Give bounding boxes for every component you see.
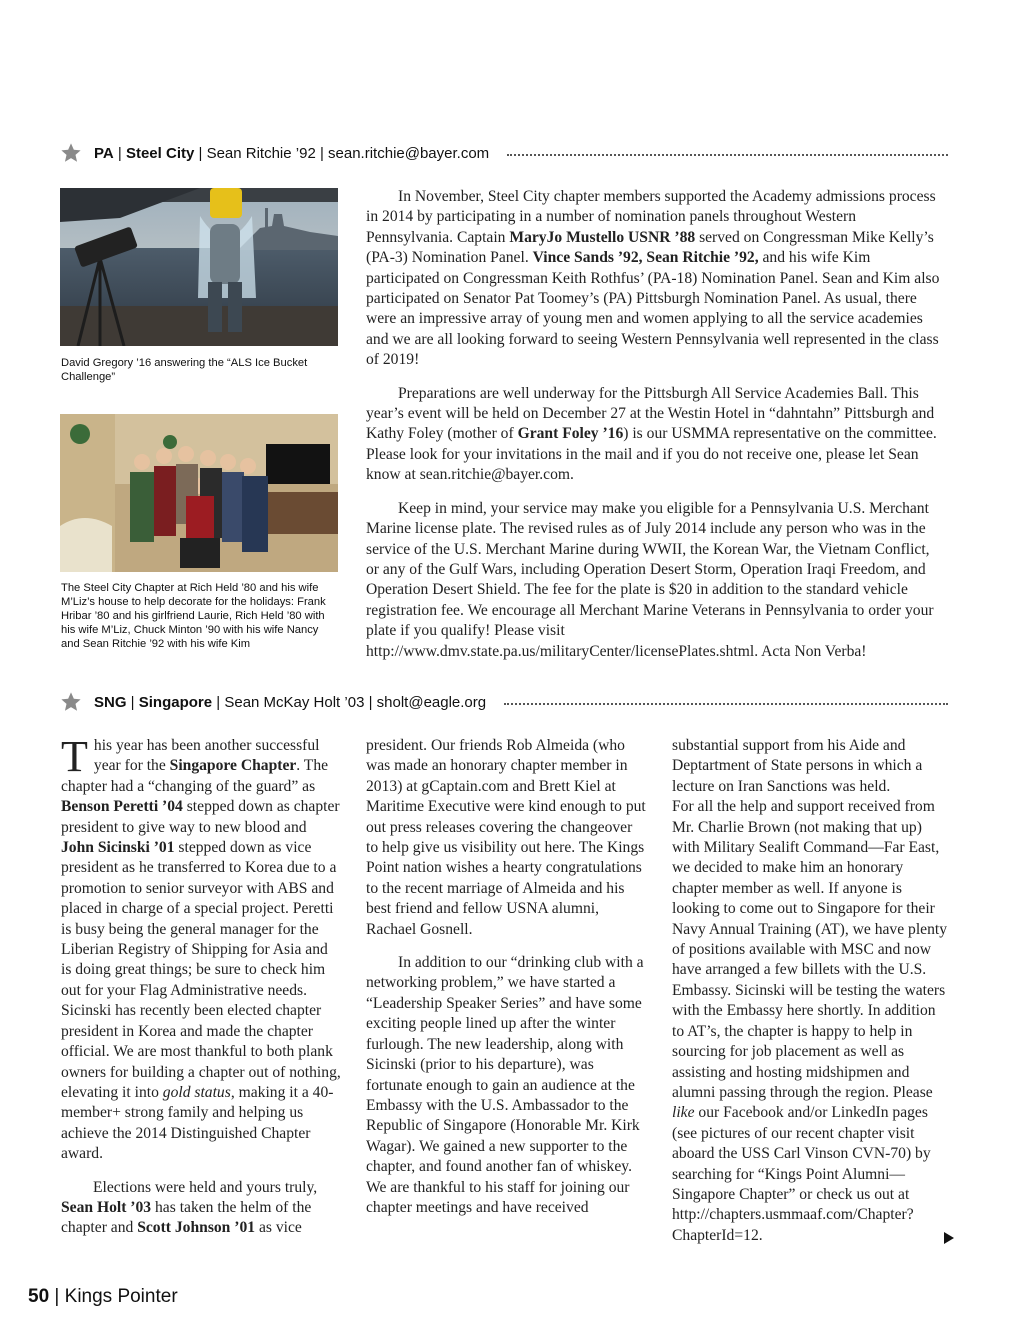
sng-paragraph-3-cont: substantial support from his Aide and Deptartment of State persons in which a lecture on Iran Sanctions was held. (672, 737, 923, 795)
member-name: Vince Sands ’92, Sean Ritchie ’92, (532, 249, 759, 267)
text-run: stepped down as chapter president to give way to new blood and (61, 798, 340, 836)
chapter-name: Singapore Chapter (169, 757, 297, 775)
text-run: In November, Steel City chapter members supported the Academy admissions process in 2014 by participating in a number of nomination panels throughout Western Pennsylvania. Captain (366, 188, 936, 246)
sng-paragraph-2-cont: president. Our friends Rob Almeida (who was made an honorary chapter member in 2013) at gCaptain.com and Brett Kiel at Maritime Executive were kind enough to put out press releases covering the changeover to help give us visibility out here. The Kings Point nation wishes a hearty congratulations to the recent marriage of Almeida and his best friend and fellow USNA alumni, Rachael Gosnell. (366, 737, 646, 938)
pa-chapter-header (60, 142, 948, 164)
pa-paragraph-3: Keep in mind, your service may make you eligible for a Pennsylvania U.S. Merchant Marine license plate. The revised rules as of July 2014 include any person who was in the service of the U.S. Merchant Marine during WWII, the Korean War, the Vietnam Conflict, or any of the Gulf Wars, including Operation Desert Storm, Operation Iraqi Freedom, and Operation Desert Shield. The fee for the plate is $20 in addition to the standard vehicle registration fee. We encourage all Merchant Marine Veterans in Pennsylvania to order your plate if you qualify! Please visit http://www.dmv.state.pa.us/militaryCenter/licensePlates.shtml. Acta Non Verba! (366, 499, 934, 660)
text-run: , making it a 40-member+ strong family and helping us achieve the 2014 Distinguished Chapter award. (61, 1083, 334, 1163)
page-number: 50 (28, 1286, 50, 1307)
pa-header-email: sean.ritchie@bayer.com (328, 144, 490, 162)
sng-header-text: SNG | Singapore | Sean McKay Holt ’03 | sholt@eagle.org (94, 693, 487, 711)
text-run: and his wife Kim participated on Congressman Keith Rothfus’ (PA-18) Nomination Panel. Sean and Kim also participated on Senator Pat Toomey’s (PA) Pittsburgh Nomination Panel. As usual, there were an impressive array of young men and women applying to all the service academies and we are all looking forward to seeing Western Pennsylvania well represented in the class of 2019! (366, 249, 940, 369)
sng-header-email: sholt@eagle.org (376, 693, 487, 711)
pa-paragraph-2 (366, 384, 946, 486)
text-run: . The chapter had a “changing of the guard” as (61, 757, 329, 795)
pa-header-chapter: Steel City (125, 144, 195, 162)
photo-ice-bucket (60, 188, 338, 346)
photo-group-caption: The Steel City Chapter at Rich Held ’80 and his wife M’Liz’s house to help decorate for the holidays: Frank Hribar ’80 and his girlfriend Laurie, Rich Held ’80 with his wife M’Liz, Chuck Minton ’90 with his wife Nancy and Sean Ritchie ’92 with his wife Kim (61, 582, 326, 650)
emphasis: like (672, 1104, 695, 1122)
member-name: MaryJo Mustello USNR ’88 (509, 228, 696, 246)
text-run: ) is our USMMA representative on the committee. Please look for your invitations in the mail and if you do not receive one, please let Sean know at sean.ritchie@bayer.com. (366, 425, 937, 484)
pa-header-code: PA (94, 144, 114, 162)
text-run: our Facebook and/or LinkedIn pages (see pictures of our recent chapter visit aboard the USS Carl Vinson CVN-70) by searching for “Kings Point Alumni—Singapore Chapter” or check us out at http://chapters.usmmaaf.com/Chapter?ChapterId=12. (672, 1104, 931, 1244)
sng-column-2 (366, 736, 646, 1218)
pa-article-body (366, 187, 946, 662)
text-run: stepped down as vice president as he transferred to Korea due to a promotion to senior surveyor with ABS and placed in charge of a special project. Peretti is busy being the general manager for the Liberian Registry of Shipping for Asia and is doing great things; be sure to check him out for your Flag Administrative needs. Sicinski has recently been elected chapter president in Korea and made the chapter official. We are most thankful to both plank owners for building a chapter out of nothing, elevating it into (61, 839, 341, 1101)
text-run: as vice (255, 1219, 302, 1237)
member-name: Sean Holt ’03 (61, 1198, 152, 1216)
member-name: Scott Johnson ’01 (137, 1219, 256, 1237)
publication-name: Kings Pointer (64, 1286, 178, 1307)
text-run: has taken the helm of the chapter and (61, 1198, 312, 1237)
header-dotted-rule (507, 154, 948, 156)
sng-header-chapter: Singapore (138, 693, 213, 711)
star-icon (60, 142, 82, 164)
page-footer: 50 | Kings Pointer (28, 1286, 178, 1307)
member-name: John Sicinski ’01 (61, 839, 175, 857)
sng-header-contact: Sean McKay Holt ’03 (224, 693, 365, 711)
sng-chapter-header (60, 691, 948, 713)
text-run: his year has been another successful year for the (93, 737, 320, 775)
text-run: For all the help and support received from Mr. Charlie Brown (not making that up) with Military Sealift Command—Far East, we decided to make him an honorary chapter member as well. If anyone is looking to come out to Singapore for their Navy Annual Training (AT), we have plenty of positions available with MSC and now have arranged a few billets with the U.S. Embassy. Sicinski will be testing the waters with the Embassy here shortly. In addition to AT’s, the chapter is happy to help in sourcing for job placement as well as assisting and hosting midshipmen and alumni passing through the region. Please (672, 798, 948, 1101)
sng-paragraph-1 (61, 732, 341, 1165)
text-run: Preparations are well underway for the Pittsburgh All Service Academies Ball. This year’s event will be held on December 27 at the Westin Hotel in “dahntahn” Pittsburgh and Kathy Foley (mother of (366, 384, 935, 443)
sng-paragraph-4 (672, 797, 948, 1246)
photo-ice-bucket-caption: David Gregory ’16 answering the “ALS Ice Bucket Challenge” (61, 357, 308, 383)
sng-column-3 (672, 736, 948, 1246)
emphasis: gold status (162, 1083, 231, 1101)
sng-column-1 (61, 732, 341, 1239)
header-dotted-rule (504, 703, 948, 705)
drop-cap: T (61, 732, 88, 781)
text-run: Elections were held and yours truly, (93, 1178, 318, 1196)
pa-header-text: PA | Steel City | Sean Ritchie ’92 | sean.ritchie@bayer.com (94, 144, 490, 162)
photo-steel-city-group (60, 414, 338, 572)
photo-group-image (60, 414, 338, 572)
star-icon (60, 691, 82, 713)
member-name: Grant Foley ’16 (517, 425, 624, 443)
continue-arrow-icon (944, 1232, 954, 1244)
sng-paragraph-2-start (61, 1178, 341, 1239)
sng-header-code: SNG (94, 693, 127, 711)
sng-paragraph-3: In addition to our “drinking club with a networking problem,” we have started a “Leadership Speaker Series” and have some exciting people lined up after the winter furlough. The new leadership, along with Sicinski (prior to his departure), was fortunate enough to gain an audience at the Embassy with the U.S. Ambassador to the Republic of Singapore (Honorable Mr. Kirk Wagar). We gained a new supporter to the chapter, and found another fan of whiskey. We are thankful to his staff for joining our chapter meetings and have received (366, 954, 644, 1216)
pa-header-contact: Sean Ritchie ’92 (206, 144, 316, 162)
text-run: served on Congressman Mike Kelly’s (PA-3) Nomination Panel. (366, 228, 934, 267)
pa-paragraph-1 (366, 187, 946, 371)
member-name: Benson Peretti ’04 (61, 798, 183, 816)
photo-ice-bucket-image (60, 188, 338, 346)
